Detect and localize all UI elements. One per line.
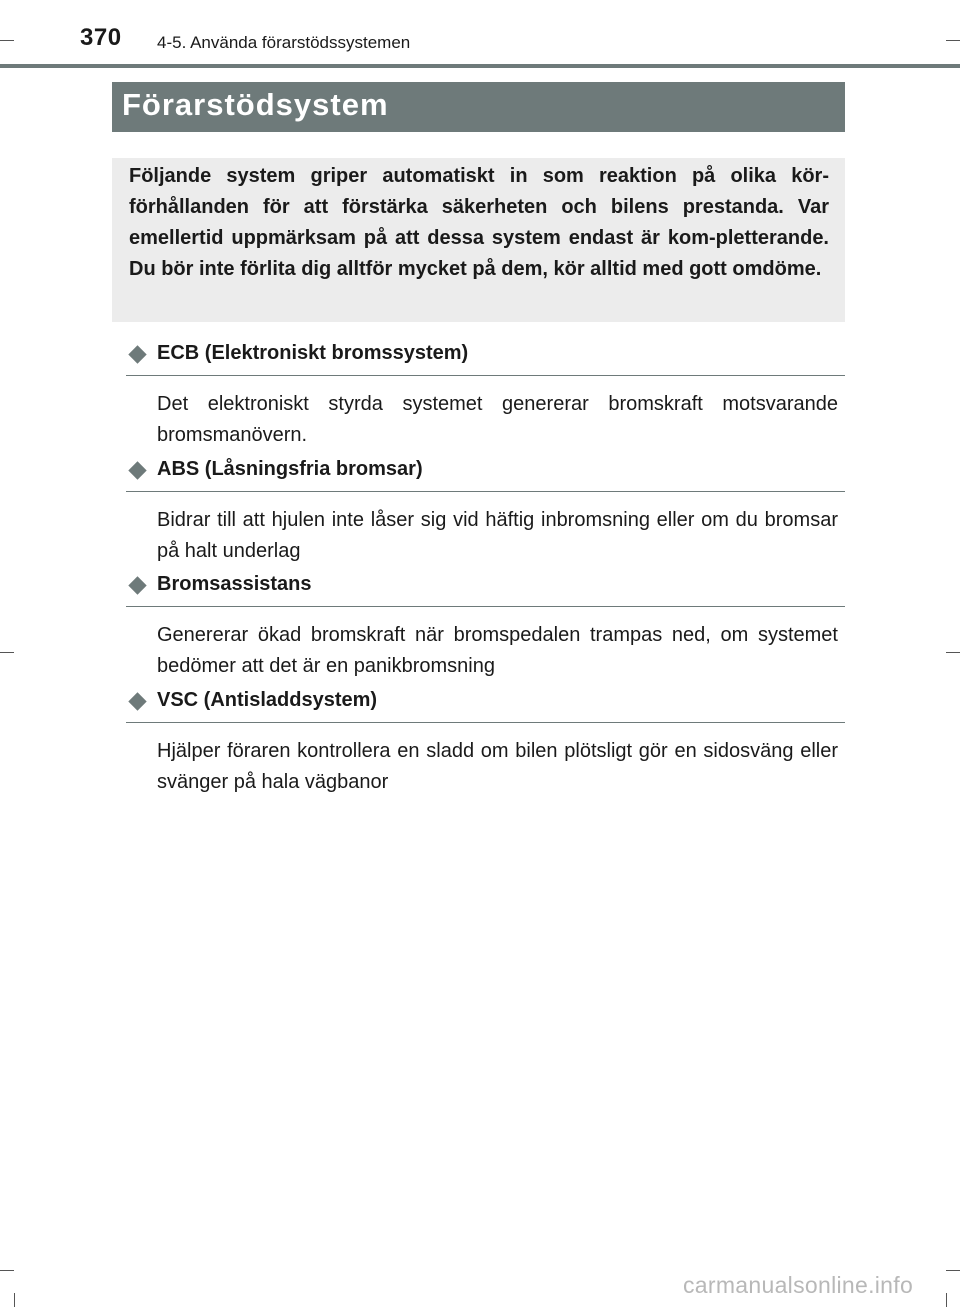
- crop-mark: [14, 1293, 15, 1307]
- crop-mark: [0, 40, 14, 41]
- section-title: ABS (Låsningsfria bromsar): [157, 458, 423, 480]
- section-heading: [126, 458, 845, 492]
- crop-mark: [946, 40, 960, 41]
- section-heading: [126, 573, 845, 607]
- watermark: carmanualsonline.info: [683, 1272, 914, 1298]
- crop-mark: [0, 652, 14, 653]
- section-rule: [126, 375, 845, 376]
- diamond-bullet-icon: [128, 692, 146, 710]
- section-title-bar: [112, 82, 845, 132]
- crop-mark: [0, 1270, 14, 1271]
- section-rule: [126, 722, 845, 723]
- diamond-bullet-icon: [128, 461, 146, 479]
- diamond-bullet-icon: [128, 576, 146, 594]
- crop-mark: [946, 652, 960, 653]
- section-body: Bidrar till att hjulen inte låser sig vid häftig inbromsning eller om du bromsar på halt underlag: [157, 509, 838, 562]
- intro-box: [112, 158, 845, 322]
- crop-mark: [946, 1270, 960, 1271]
- section-body: Det elektroniskt styrda systemet genererar bromskraft motsvarande bromsmanövern.: [157, 393, 838, 446]
- section-vsc: [126, 689, 845, 793]
- section-rule: [126, 491, 845, 492]
- section-body: Genererar ökad bromskraft när bromspedalen trampas ned, om systemet bedömer att det är en panikbromsning: [157, 624, 838, 677]
- header-rule: [0, 64, 960, 68]
- crop-mark: [946, 1293, 947, 1307]
- intro-text: Följande system griper automatiskt in som reaktion på olika kör-förhållanden för att förstärka säkerheten och bilens prestanda. Var emellertid uppmärksam på att dessa system endast är kom-pletterande. Du bör inte förlita dig alltför mycket på dem, kör alltid med gott omdöme.: [129, 165, 829, 280]
- section-title: VSC (Antisladdsystem): [157, 689, 378, 711]
- section-rule: [126, 606, 845, 607]
- section-heading: [126, 342, 845, 376]
- section-brake-assist: [126, 573, 845, 677]
- page-title: Förarstödsystem: [122, 87, 389, 122]
- page-number: 370: [80, 24, 122, 51]
- diamond-bullet-icon: [128, 345, 146, 363]
- running-head: 4-5. Använda förarstödssystemen: [157, 33, 411, 52]
- section-heading: [126, 689, 845, 723]
- section-title: Bromsassistans: [157, 573, 312, 595]
- section-abs: [126, 458, 845, 562]
- section-body: Hjälper föraren kontrollera en sladd om bilen plötsligt gör en sidosväng eller svänger på hala vägbanor: [157, 740, 838, 793]
- section-title: ECB (Elektroniskt bromssystem): [157, 342, 469, 364]
- section-ecb: [126, 342, 845, 446]
